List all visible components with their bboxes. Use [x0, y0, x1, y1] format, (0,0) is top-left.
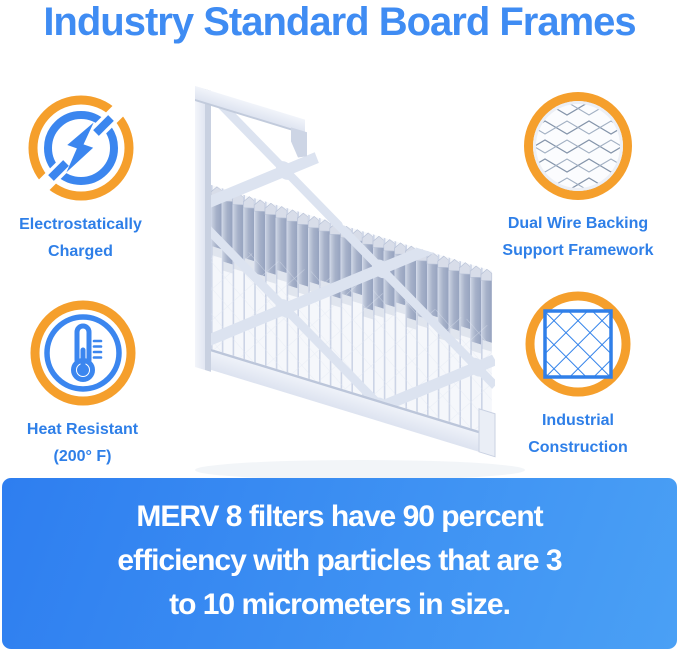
wire-mesh-icon — [522, 90, 634, 202]
feature-label: Heat Resistant (200° F) — [26, 421, 139, 465]
banner-line: to 10 micrometers in size. — [169, 588, 510, 621]
lightning-bolt-icon — [26, 93, 136, 203]
feature-label: Electrostatically Charged — [19, 216, 142, 260]
thermometer-icon — [28, 298, 138, 408]
filter-top-lip — [291, 127, 307, 160]
banner-line: MERV 8 filters have 90 percent — [136, 500, 543, 533]
banner-line: efficiency with particles that are 3 — [117, 544, 562, 577]
filter-shadow — [195, 460, 525, 480]
filter-left-board — [195, 86, 205, 370]
page-title: Industry Standard Board Frames — [43, 0, 636, 44]
filter-right-return — [479, 409, 495, 457]
air-filter-illustration — [150, 58, 530, 483]
filter-top-board — [195, 86, 305, 134]
feature-label: Dual Wire Backing Support Framework — [502, 215, 654, 259]
merv-rating-banner — [2, 478, 677, 649]
diamond-lattice-icon — [523, 289, 633, 399]
feature-dual-wire-backing — [494, 90, 662, 264]
feature-label: Industrial Construction — [528, 412, 628, 456]
feature-heat-resistant — [10, 298, 155, 470]
feature-industrial-construction — [494, 289, 662, 461]
feature-electrostatically-charged — [8, 93, 153, 265]
